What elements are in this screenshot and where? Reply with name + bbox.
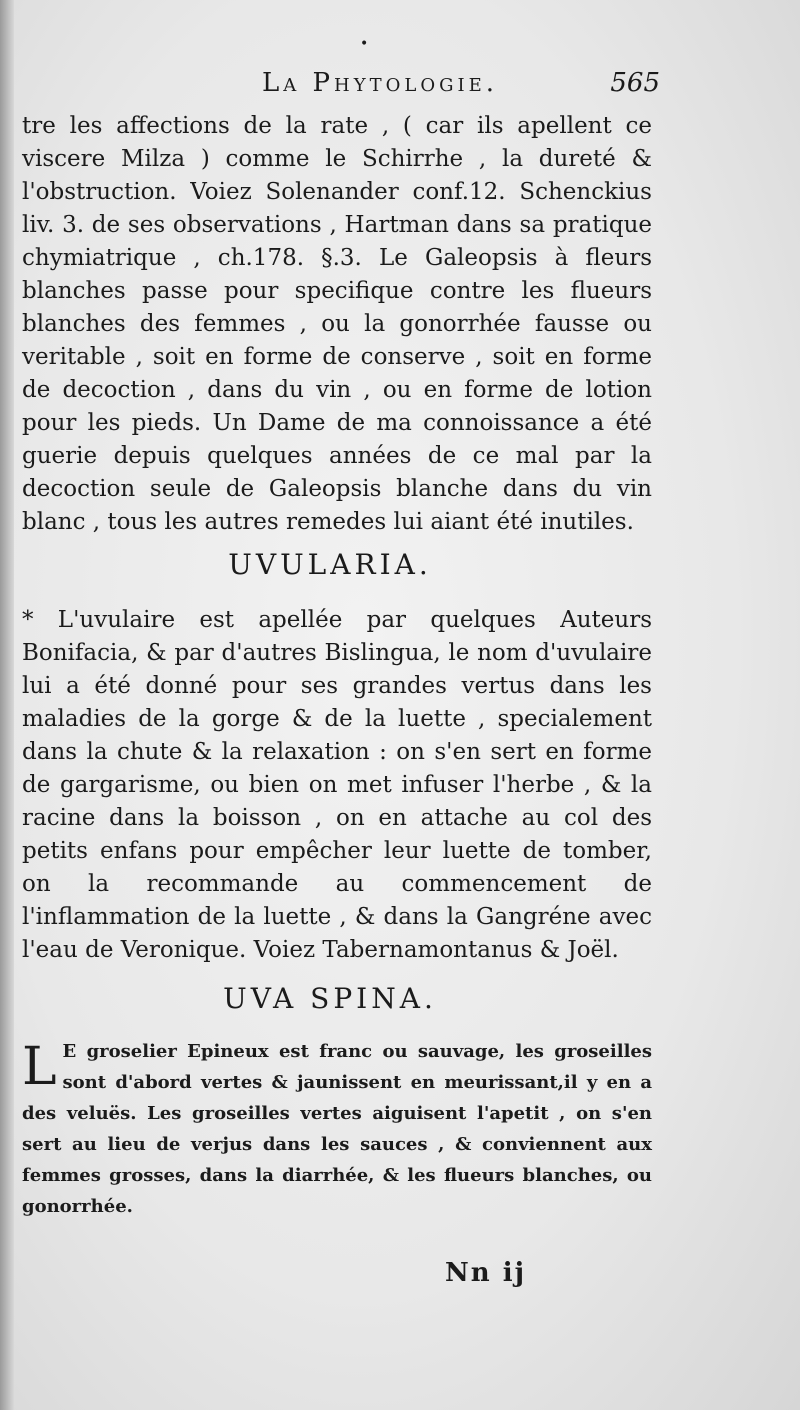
paragraph-text: E groselier Epineux est franc ou sauvage, les groseilles sont d'abord vertes & jaunissent en meurissant,il y en a des veluës. Les groseilles vertes aiguisent l'apetit , on s'en sert au lieu de verjus dans les sauces , & conviennent aux femmes grosses, dans la diarrhée, & les flueurs blanches, ou gonorrhée.	[22, 1041, 652, 1217]
paragraph-text: * L'uvulaire est apellée par quelques Auteurs Bonifacia, & par d'autres Bislingua, le nom d'uvulaire lui a été donné pour ses grandes vertus dans les maladies de la gorge & de la luette , specialement dans la chute & la relaxation : on s'en sert en forme de gargarisme, ou bien on met infuser l'herbe , & la racine dans la boisson , on en attache au col des petits enfans pour empêcher leur luette de tomber, on la recommande au commencement de l'inflammation de la luette , & dans la Gangréne avec l'eau de Veronique. Voiez Tabernamontanus & Joël.	[22, 607, 652, 963]
page-header	[20, 68, 660, 108]
paragraph-galeopsis	[22, 110, 652, 539]
paragraph-uvularia	[22, 604, 652, 967]
page-gutter-shadow	[0, 0, 14, 1410]
signature-mark: Nn ij	[445, 1258, 527, 1288]
top-mark: •	[360, 36, 369, 52]
section-title-uvularia: UVULARIA.	[228, 548, 432, 581]
running-title: La Phytologie.	[262, 68, 498, 98]
paragraph-uva-spina	[22, 1036, 652, 1222]
dropcap: L	[22, 1037, 57, 1097]
paragraph-text: tre les affections de la rate , ( car ils apellent ce viscere Milza ) comme le Schirrhe , la dureté & l'obstruction. Voiez Solenander conf.12. Schenckius liv. 3. de ses observations , Hartman dans sa pratique chymiatrique , ch.178. §.3. Le Galeopsis à fleurs blanches passe pour specifique contre les flueurs blanches des femmes , ou la gonorrhée fausse ou veritable , soit en forme de conserve , soit en forme de decoction , dans du vin , ou en forme de lotion pour les pieds. Un Dame de ma connoissance a été guerie depuis quelques années de ce mal par la decoction seule de Galeopsis blanche dans du vin blanc , tous les autres remedes lui aiant été inutiles.	[22, 113, 652, 535]
section-title-uva-spina: UVA SPINA.	[223, 982, 437, 1015]
page-number: 565	[610, 68, 660, 98]
